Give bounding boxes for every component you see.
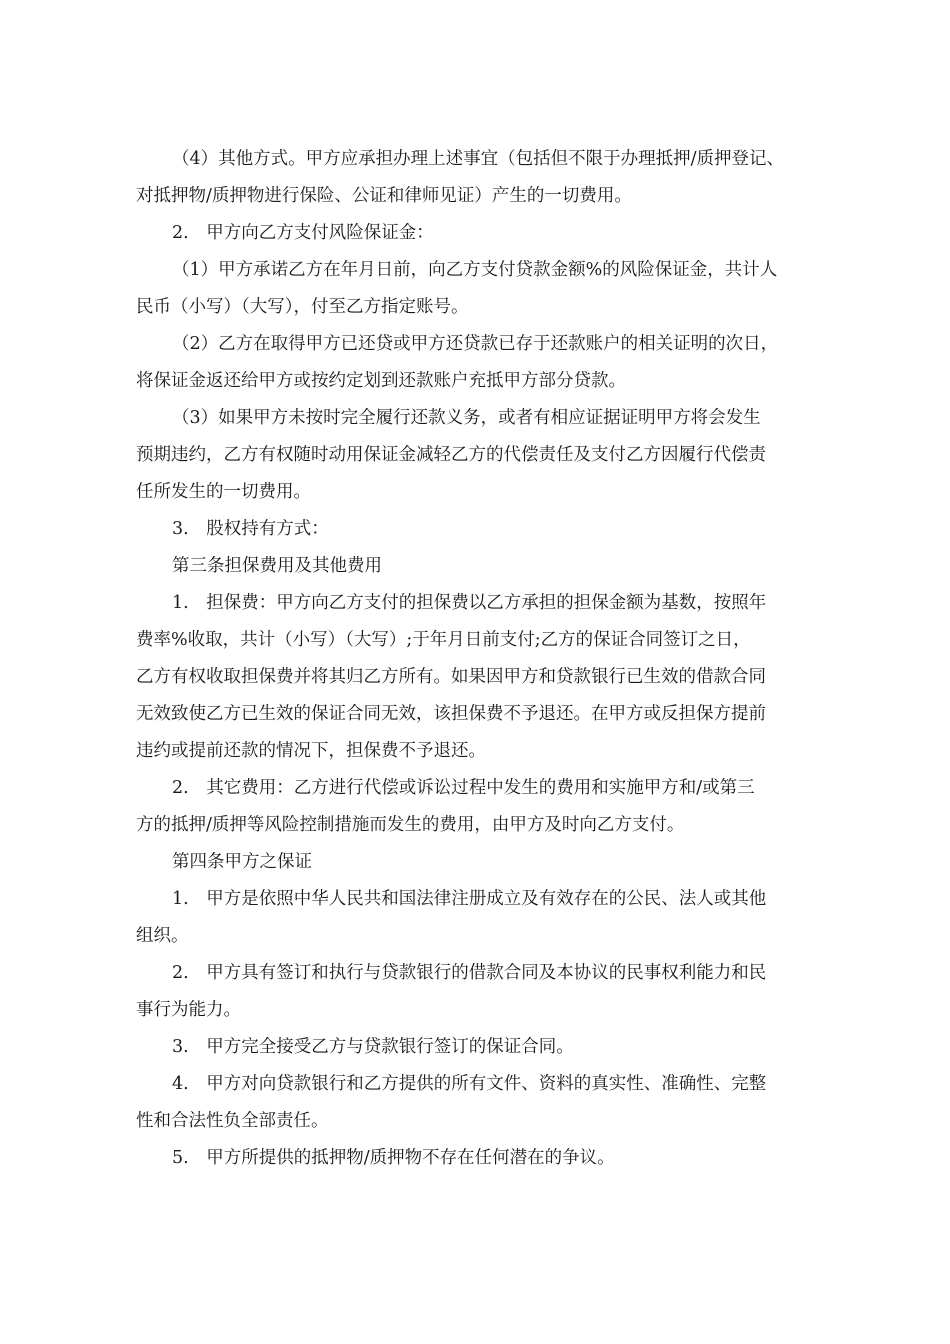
text-line: 第三条担保费用及其他费用 — [172, 556, 382, 576]
paragraph-warranty-2 — [136, 955, 826, 1029]
text-line: （2）乙方在取得甲方已还贷或甲方还贷款已存于还款账户的相关证明的次日， — [172, 334, 779, 354]
text-line: （3）如果甲方未按时完全履行还款义务，或者有相应证据证明甲方将会发生 — [172, 408, 761, 428]
text-line: 2. 其它费用：乙方进行代偿或诉讼过程中发生的费用和实施甲方和/或第三 — [172, 778, 755, 798]
text-line: 事行为能力。 — [136, 1000, 241, 1020]
paragraph-deposit-item-1 — [136, 252, 826, 326]
paragraph-equity-holding — [136, 511, 826, 548]
text-line: 1. 甲方是依照中华人民共和国法律注册成立及有效存在的公民、法人或其他 — [172, 889, 767, 909]
paragraph-warranty-4 — [136, 1066, 826, 1140]
paragraph-warranty-3 — [136, 1029, 826, 1066]
text-line: （1）甲方承诺乙方在年月日前，向乙方支付贷款金额%的风险保证金，共计人 — [172, 260, 778, 280]
text-line: 预期违约，乙方有权随时动用保证金减轻乙方的代偿责任及支付乙方因履行代偿责 — [136, 445, 766, 465]
text-line: 第四条甲方之保证 — [172, 852, 312, 872]
text-line: 民币（小写）（大写），付至乙方指定账号。 — [136, 297, 469, 317]
section-heading-article-3 — [136, 548, 826, 585]
paragraph-other-fees — [136, 770, 826, 844]
paragraph-warranty-1 — [136, 881, 826, 955]
text-line: 对抵押物/质押物进行保险、公证和律师见证）产生的一切费用。 — [136, 186, 632, 206]
text-line: 1. 担保费：甲方向乙方支付的担保费以乙方承担的担保金额为基数，按照年 — [172, 593, 767, 613]
text-line: 3. 甲方完全接受乙方与贷款银行签订的保证合同。 — [172, 1037, 574, 1057]
document-body — [136, 141, 826, 1177]
text-line: 5. 甲方所提供的抵押物/质押物不存在任何潜在的争议。 — [172, 1148, 615, 1168]
text-line: 乙方有权收取担保费并将其归乙方所有。如果因甲方和贷款银行已生效的借款合同 — [136, 667, 766, 687]
text-line: （4）其他方式。甲方应承担办理上述事宜（包括但不限于办理抵押/质押登记、 — [172, 149, 785, 169]
text-line: 违约或提前还款的情况下，担保费不予退还。 — [136, 741, 486, 761]
text-line: 组织。 — [136, 926, 189, 946]
text-line: 任所发生的一切费用。 — [136, 482, 311, 502]
text-line: 2. 甲方具有签订和执行与贷款银行的借款合同及本协议的民事权利能力和民 — [172, 963, 767, 983]
text-line: 费率%收取，共计（小写）（大写）;于年月日前支付;乙方的保证合同签订之日， — [136, 630, 751, 650]
text-line: 2. 甲方向乙方支付风险保证金： — [172, 223, 434, 243]
text-line: 性和合法性负全部责任。 — [136, 1111, 329, 1131]
paragraph-warranty-5 — [136, 1140, 826, 1177]
text-line: 将保证金返还给甲方或按约定划到还款账户充抵甲方部分贷款。 — [136, 371, 626, 391]
paragraph-other-methods — [136, 141, 826, 215]
paragraph-deposit-item-2 — [136, 326, 826, 400]
text-line: 无效致使乙方已生效的保证合同无效，该担保费不予退还。在甲方或反担保方提前 — [136, 704, 766, 724]
text-line: 3. 股权持有方式： — [172, 519, 329, 539]
text-line: 方的抵押/质押等风险控制措施而发生的费用，由甲方及时向乙方支付。 — [136, 815, 685, 835]
paragraph-risk-deposit-heading — [136, 215, 826, 252]
paragraph-deposit-item-3 — [136, 400, 826, 511]
paragraph-guarantee-fee — [136, 585, 826, 770]
text-line: 4. 甲方对向贷款银行和乙方提供的所有文件、资料的真实性、准确性、完整 — [172, 1074, 767, 1094]
section-heading-article-4 — [136, 844, 826, 881]
